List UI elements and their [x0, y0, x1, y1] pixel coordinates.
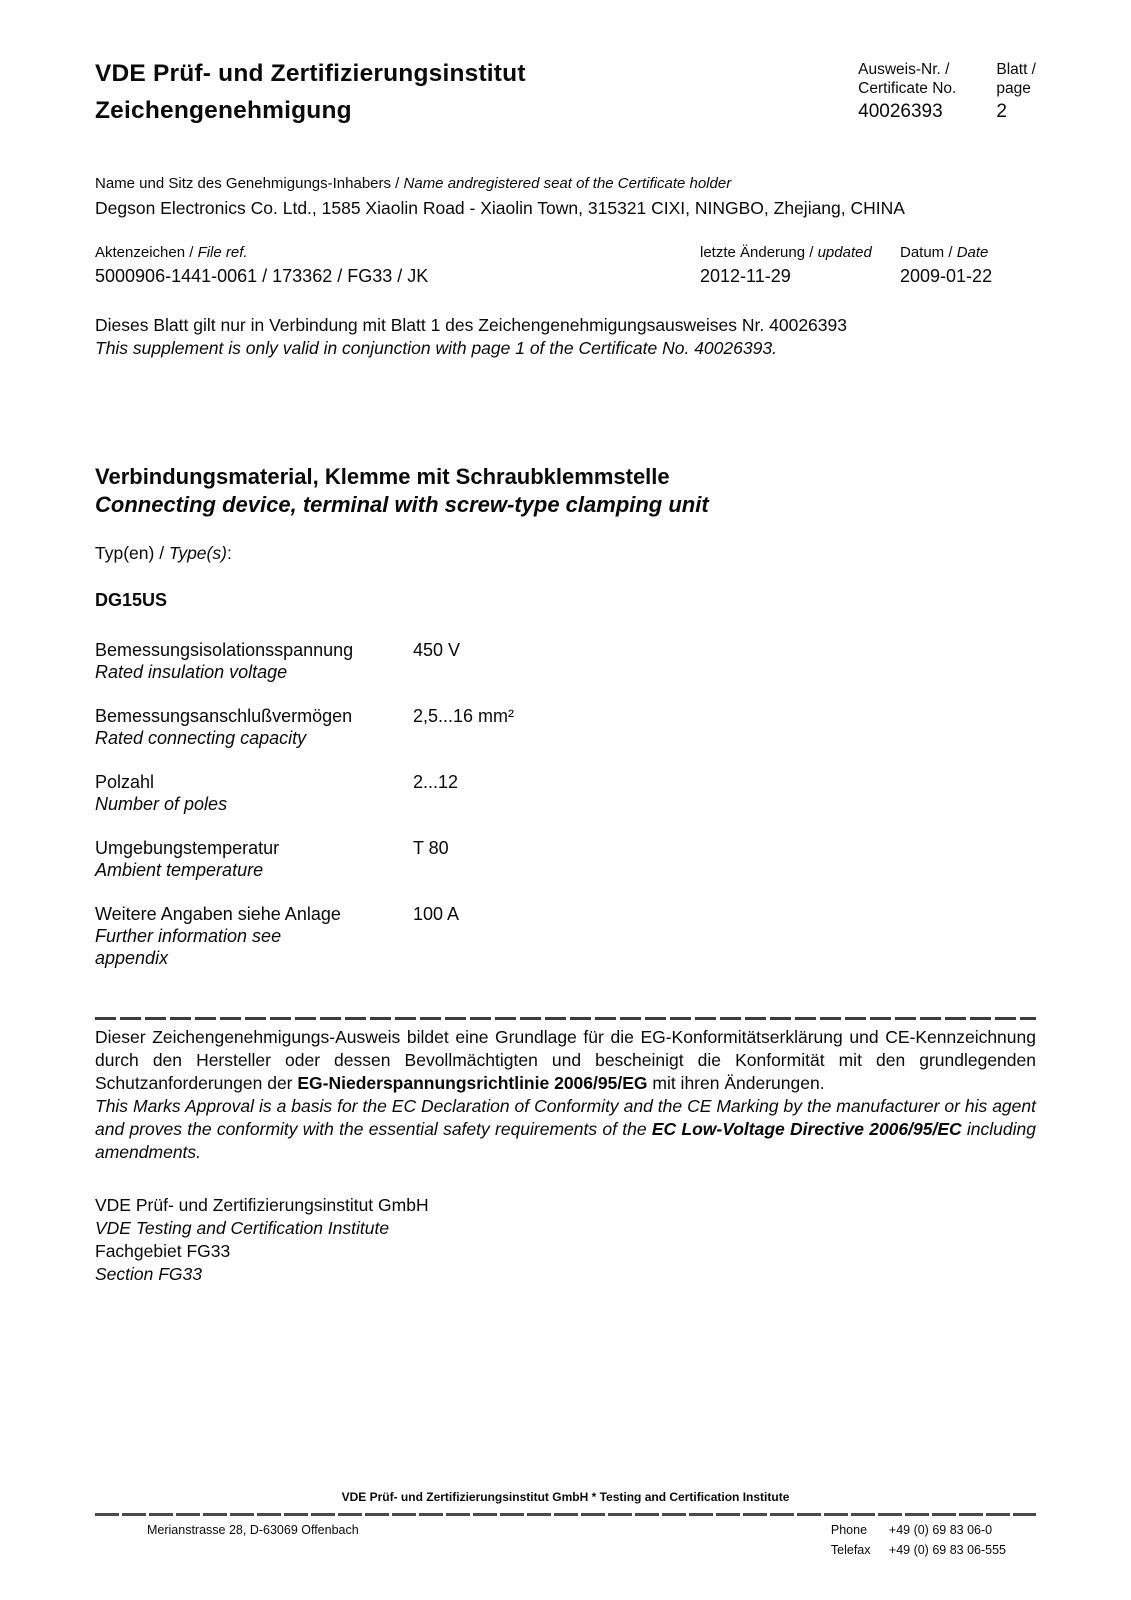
spec-label — [95, 639, 413, 683]
spec-row-further-information — [95, 903, 1036, 969]
footer-telefax-value: +49 (0) 69 83 06-555 — [888, 1543, 1006, 1557]
supplement-note — [95, 314, 1036, 359]
product-heading-en: Connecting device, terminal with screw-type clamping unit — [95, 492, 709, 517]
spec-label-en: Number of poles — [95, 794, 228, 814]
certificate-number-label-en: Certificate No. — [858, 80, 957, 97]
spec-label-en: Ambient temperature — [95, 860, 264, 880]
holder-section — [95, 175, 1036, 219]
spec-value: 2...12 — [413, 772, 459, 792]
page-label-en: page — [996, 80, 1031, 97]
spec-label-de: Umgebungstemperatur — [95, 838, 280, 858]
legal-de-directive: EG-Niederspannungsrichtlinie 2006/95/EG — [297, 1073, 648, 1093]
date-value: 2009-01-22 — [900, 266, 993, 286]
document-title — [95, 55, 526, 129]
footer-contact-row — [95, 1520, 1036, 1560]
document-title-line2: Zeichengenehmigung — [95, 97, 352, 124]
spec-value: 450 V — [413, 640, 461, 660]
footer-contact — [831, 1520, 1006, 1560]
signature-section-de: Fachgebiet FG33 — [95, 1241, 231, 1261]
file-reference-label — [95, 244, 700, 261]
certificate-number-column — [858, 60, 956, 123]
product-heading-de: Verbindungsmaterial, Klemme mit Schraubklemmstelle — [95, 464, 670, 489]
spec-label — [95, 903, 413, 969]
updated-label-de: letzte Änderung / — [700, 244, 818, 261]
footer-address: Merianstrasse 28, D-63069 Offenbach — [147, 1523, 359, 1537]
legal-en-part1: This Marks Approval is a basis for the EC Declaration of Conformity and the CE Marking by the manufacturer or his agent and proves the conformity with the essential safety requirements of the — [95, 1096, 1036, 1139]
legal-de-part1: Dieser Zeichengenehmigungs-Ausweis bildet eine Grundlage für die EG-Konformitätserklärung und CE-Kennzeichnung durch den Hersteller oder dessen Bevollmächtigten und bescheinigt die Konformität mit den grundlegenden Schutzanforderungen der — [95, 1027, 1036, 1093]
header — [95, 55, 1036, 129]
spec-label — [95, 837, 413, 881]
certificate-number-block — [858, 55, 1036, 123]
file-reference-row — [95, 244, 1036, 287]
footer-telefax-line — [831, 1540, 1006, 1560]
types-label-colon: : — [226, 543, 232, 563]
spec-row-number-of-poles — [95, 771, 1036, 815]
footer-phone-label: Phone — [830, 1523, 868, 1537]
spec-label-de: Bemessungsisolationsspannung — [95, 640, 354, 660]
legal-text — [95, 1026, 1036, 1164]
spec-row-ambient-temperature — [95, 837, 1036, 881]
legal-en-directive: EC Low-Voltage Directive 2006/95/EC — [651, 1119, 962, 1139]
holder-label-en: Name andregistered seat of the Certificate holder — [403, 175, 732, 192]
updated-label — [700, 244, 900, 261]
spec-label — [95, 705, 413, 749]
file-reference-label-en: File ref. — [197, 244, 248, 261]
footer — [95, 1490, 1036, 1560]
spec-label-en: Rated insulation voltage — [95, 662, 288, 682]
spec-label — [95, 771, 413, 815]
legal-en-part2: including amendments. — [95, 1119, 1036, 1162]
spec-value: T 80 — [413, 838, 449, 858]
document-title-line1: VDE Prüf- und Zertifizierungsinstitut — [95, 60, 526, 87]
supplement-note-en: This supplement is only valid in conjunction with page 1 of the Certificate No. 40026393. — [95, 337, 777, 358]
holder-label-de: Name und Sitz des Genehmigungs-Inhabers / — [95, 175, 404, 192]
legal-de-part2: mit ihren Änderungen. — [647, 1073, 825, 1093]
types-label-de: Typ(en) / — [95, 543, 169, 563]
date-label-de: Datum / — [900, 244, 957, 261]
type-value: DG15US — [95, 590, 168, 610]
spec-label-de: Polzahl — [95, 772, 155, 792]
separator-rule — [95, 1017, 1036, 1020]
updated-column — [700, 244, 900, 287]
legal-paragraph-de — [95, 1026, 1036, 1095]
spec-label-de: Weitere Angaben siehe Anlage — [95, 904, 341, 924]
spec-row-insulation-voltage — [95, 639, 1036, 683]
date-label — [900, 244, 1036, 261]
spec-value: 2,5...16 mm² — [413, 706, 515, 726]
types-label — [95, 543, 1036, 564]
footer-institute-line: VDE Prüf- und Zertifizierungsinstitut GmbH * Testing and Certification Institute — [341, 1490, 790, 1504]
signature-institute-en: VDE Testing and Certification Institute — [95, 1218, 390, 1238]
spec-value: 100 A — [413, 904, 460, 924]
signature-institute-de: VDE Prüf- und Zertifizierungsinstitut GmbH — [95, 1195, 429, 1215]
footer-phone-line — [831, 1520, 1006, 1540]
date-label-en: Date — [956, 244, 989, 261]
page-number-value: 2 — [996, 101, 1007, 122]
file-reference-value: 5000906-1441-0061 / 173362 / FG33 / JK — [95, 266, 429, 286]
signature-section-en: Section FG33 — [95, 1264, 202, 1284]
spec-row-connecting-capacity — [95, 705, 1036, 749]
spec-label-de: Bemessungsanschlußvermögen — [95, 706, 353, 726]
file-reference-label-de: Aktenzeichen / — [95, 244, 198, 261]
spec-label-en: Rated connecting capacity — [95, 728, 307, 748]
supplement-note-de: Dieses Blatt gilt nur in Verbindung mit Blatt 1 des Zeichengenehmigungsausweises Nr. 40026393 — [95, 315, 847, 335]
footer-rule — [95, 1513, 1036, 1516]
footer-phone-value: +49 (0) 69 83 06-0 — [888, 1523, 993, 1537]
file-reference-column — [95, 244, 700, 287]
certificate-number-value: 40026393 — [858, 101, 943, 122]
spec-label-en: Further information see appendix — [95, 926, 282, 968]
holder-name: Degson Electronics Co. Ltd., 1585 Xiaolin Road - Xiaolin Town, 315321 CIXI, NINGBO, Zhejiang, CHINA — [95, 198, 905, 218]
specifications — [95, 639, 1036, 969]
holder-label — [95, 175, 1036, 192]
signature-block — [95, 1194, 1036, 1286]
product-heading — [95, 463, 1036, 519]
updated-value: 2012-11-29 — [700, 266, 791, 286]
legal-paragraph-en — [95, 1095, 1036, 1164]
certificate-number-label-de: Ausweis-Nr. / — [858, 61, 950, 78]
types-label-en: Type(s) — [168, 543, 227, 563]
page-number-column — [996, 60, 1036, 123]
date-column — [900, 244, 1036, 287]
updated-label-en: updated — [817, 244, 872, 261]
footer-telefax-label: Telefax — [830, 1543, 871, 1557]
page-label-de: Blatt / — [996, 61, 1036, 78]
